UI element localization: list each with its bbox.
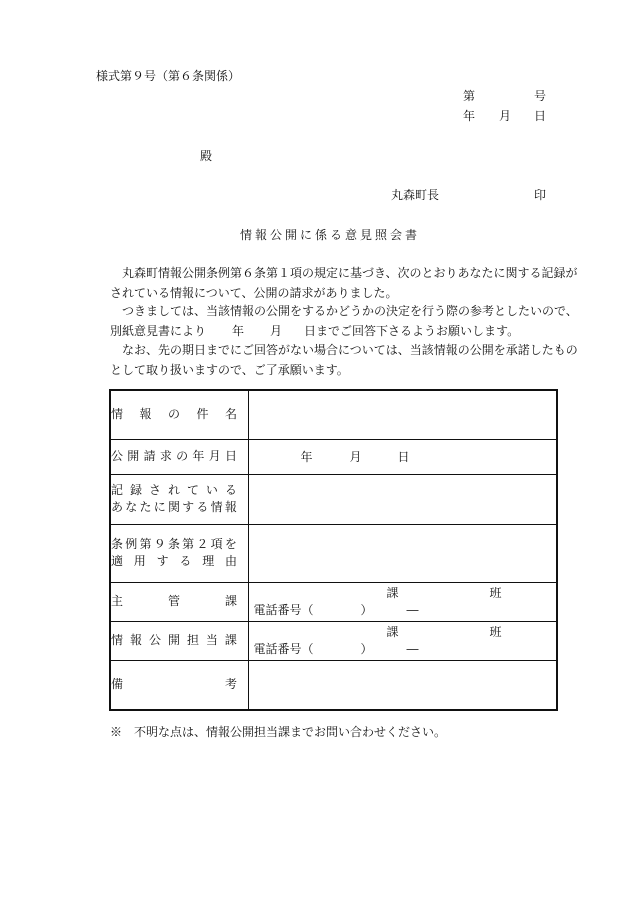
row-information-title [110,390,557,439]
seal-mark: 印 [534,188,547,202]
row-disclosure-section [110,621,557,660]
label-chars-line-2: あ な た に 関 す る 情 報 [111,500,237,514]
paragraph-1-line-1: 丸森町情報公開条例第６条第１項の規定に基づき、次のとおりあなたに関する記録が [122,266,578,280]
label-chars: 備 考 [111,677,237,692]
section-ka: 課 [386,624,399,639]
phone-label: 電話番号（ [253,602,314,617]
date-day: 日 [534,109,547,123]
row-recorded-info [110,474,557,524]
phone-dash: ― [406,641,419,656]
date-month: 月 [499,109,512,123]
value-remarks [248,660,557,710]
phone-close: ） [360,602,373,617]
label-chars: 公 開 請 求 の 年 月 日 [111,449,237,463]
date-year: 年 [463,109,476,123]
value-supervising-section [248,582,557,621]
section-ka: 課 [386,585,399,600]
paragraph-1-line-2: されている情報について、公開の請求がありました。 [110,285,398,300]
reply-year: 年 [232,323,245,338]
phone-close: ） [360,641,373,656]
form-number: 様式第９号（第６条関係） [96,69,241,83]
addressee-honorific: 殿 [200,149,213,163]
document-title: 情報公開に係る意見照会書 [239,228,420,242]
label-disclosure-section [110,621,248,660]
request-day: 日 [397,449,410,464]
row-request-date [110,439,557,474]
label-applicable-reason [110,524,248,582]
section-han: 班 [489,624,502,639]
phone-label: 電話番号（ [253,641,314,656]
doc-number-go: 号 [534,89,547,103]
reply-month: 月 [270,323,283,338]
reply-request-text: 日までご回答下さるようお願いします。 [304,323,520,338]
label-information-title [110,390,248,439]
paragraph-2-line-2 [110,322,580,342]
paragraph-1 [110,264,580,303]
label-recorded-info [110,474,248,524]
label-chars: 情 報 公 開 担 当 課 [111,633,237,647]
sender-mayor: 丸森町長 [391,188,440,202]
label-chars: 情 報 の 件 名 [111,407,237,422]
label-remarks [110,660,248,710]
request-month: 月 [349,449,362,464]
label-request-date [110,439,248,474]
label-supervising-section [110,582,248,621]
paragraph-2 [110,302,580,341]
footnote: ※ 不明な点は、情報公開担当課までお問い合わせください。 [110,725,447,739]
value-disclosure-section [248,621,557,660]
value-applicable-reason [248,524,557,582]
paragraph-3 [110,341,580,380]
label-chars: 主 管 課 [111,594,237,608]
paragraph-2-line-1: つきましては、当該情報の公開をするかどうかの決定を行う際の参考としたいので、 [122,304,578,318]
paragraph-3-line-2: として取り扱いますので、ご了承願います。 [110,362,349,377]
info-table [109,389,558,711]
doc-number-dai: 第 [463,89,476,103]
request-year: 年 [300,449,313,464]
row-remarks [110,660,557,710]
row-supervising-section [110,582,557,621]
phone-dash: ― [406,602,419,617]
paragraph-3-line-1: なお、先の期日までにご回答がない場合については、当該情報の公開を承諾したもの [122,343,578,357]
value-request-date [248,439,557,474]
label-chars-line-1: 記 録 さ れ て い る [111,483,237,497]
value-information-title [248,390,557,439]
label-chars-line-1: 条 例 第 ９ 条 第 ２ 項 を [111,537,237,551]
label-chars-line-2: 適 用 す る 理 由 [111,554,237,568]
reply-by-text: 別紙意見書により [110,323,207,338]
value-recorded-info [248,474,557,524]
section-han: 班 [489,585,502,600]
row-applicable-reason [110,524,557,582]
